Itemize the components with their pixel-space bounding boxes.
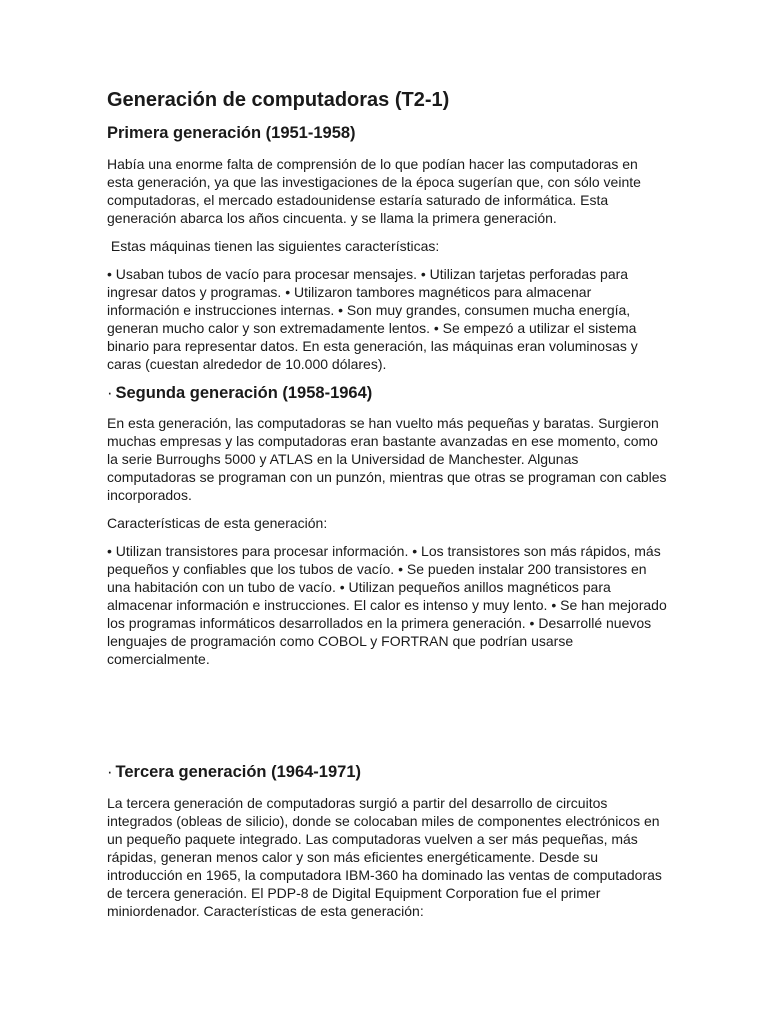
paragraph: La tercera generación de computadoras surgió a partir del desarrollo de circuitos integrados (obleas de silicio), donde se colocaban miles de componentes electrónicos en un pequeño paquete integrado. Las computadoras vuelven a ser más pequeñas, más rápidas, generan menos calor y son más eficientes energéticamente. Desde su introducción en 1965, la computadora IBM-360 ha dominado las ventas de computadoras de tercera generación. El PDP-8 de Digital Equipment Corporation fue el primer miniordenador. Características de esta generación:: [107, 794, 662, 919]
paragraph: Estas máquinas tienen las siguientes características:: [107, 237, 440, 254]
paragraph: Características de esta generación:: [107, 515, 328, 532]
paragraph: • Usaban tubos de vacío para procesar mensajes. • Utilizan tarjetas perforadas para ingresar datos y programas. • Utilizaron tambores magnéticos para almacenar información e instrucciones internas. • Son muy grandes, consumen mucha energía, generan mucho calor y son extremadamente lentos. • Se empezó a utilizar el sistema binario para representar datos. En esta generación, las máquinas eran voluminosas y caras (cuestan alrededor de 10.000 dólares).: [107, 265, 638, 372]
section-heading: [107, 123, 667, 144]
document-page: [107, 88, 667, 930]
section-primera-generacion: [107, 123, 667, 373]
paragraph: En esta generación, las computadoras se han vuelto más pequeñas y baratas. Surgieron muchas empresas y las computadoras eran bastante avanzadas en ese momento, como la serie Burroughs 5000 y ATLAS en la Universidad de Manchester. Algunas computadoras se programan con un punzón, mientras que otras se programan con cables incorporados.: [107, 415, 667, 504]
document-title: Generación de computadoras (T2-1): [107, 89, 450, 111]
section-heading: [107, 383, 667, 404]
section-segunda-generacion: [107, 383, 667, 669]
section-tercera-generacion: [107, 762, 667, 920]
heading-bullet: ·: [107, 383, 113, 402]
paragraph: • Utilizan transistores para procesar información. • Los transistores son más rápidos, más pequeños y confiables que los tubos de vacío. • Se pueden instalar 200 transistores en una habitación con un tubo de vacío. • Utilizan pequeños anillos magnéticos para almacenar información e instrucciones. El calor es intenso y muy lento. • Se han mejorado los programas informáticos desarrollados en la primera generación. • Desarrollé nuevos lenguajes de programación como COBOL y FORTRAN que podrían usarse comercialmente.: [107, 543, 667, 668]
heading-bullet: ·: [107, 763, 113, 782]
section-heading-text: Segunda generación (1958-1964): [115, 383, 373, 402]
section-heading-text: Tercera generación (1964-1971): [115, 763, 361, 782]
paragraph: Había una enorme falta de comprensión de lo que podían hacer las computadoras en esta generación, ya que las investigaciones de la época sugerían que, con sólo veinte computadoras, el mercado estadounidense estaría saturado de informática. Esta generación abarca los años cincuenta. y se llama la primera generación.: [107, 155, 641, 226]
section-heading-text: Primera generación (1951-1958): [107, 124, 356, 142]
blank-space: [107, 678, 667, 762]
section-heading: [107, 762, 667, 783]
